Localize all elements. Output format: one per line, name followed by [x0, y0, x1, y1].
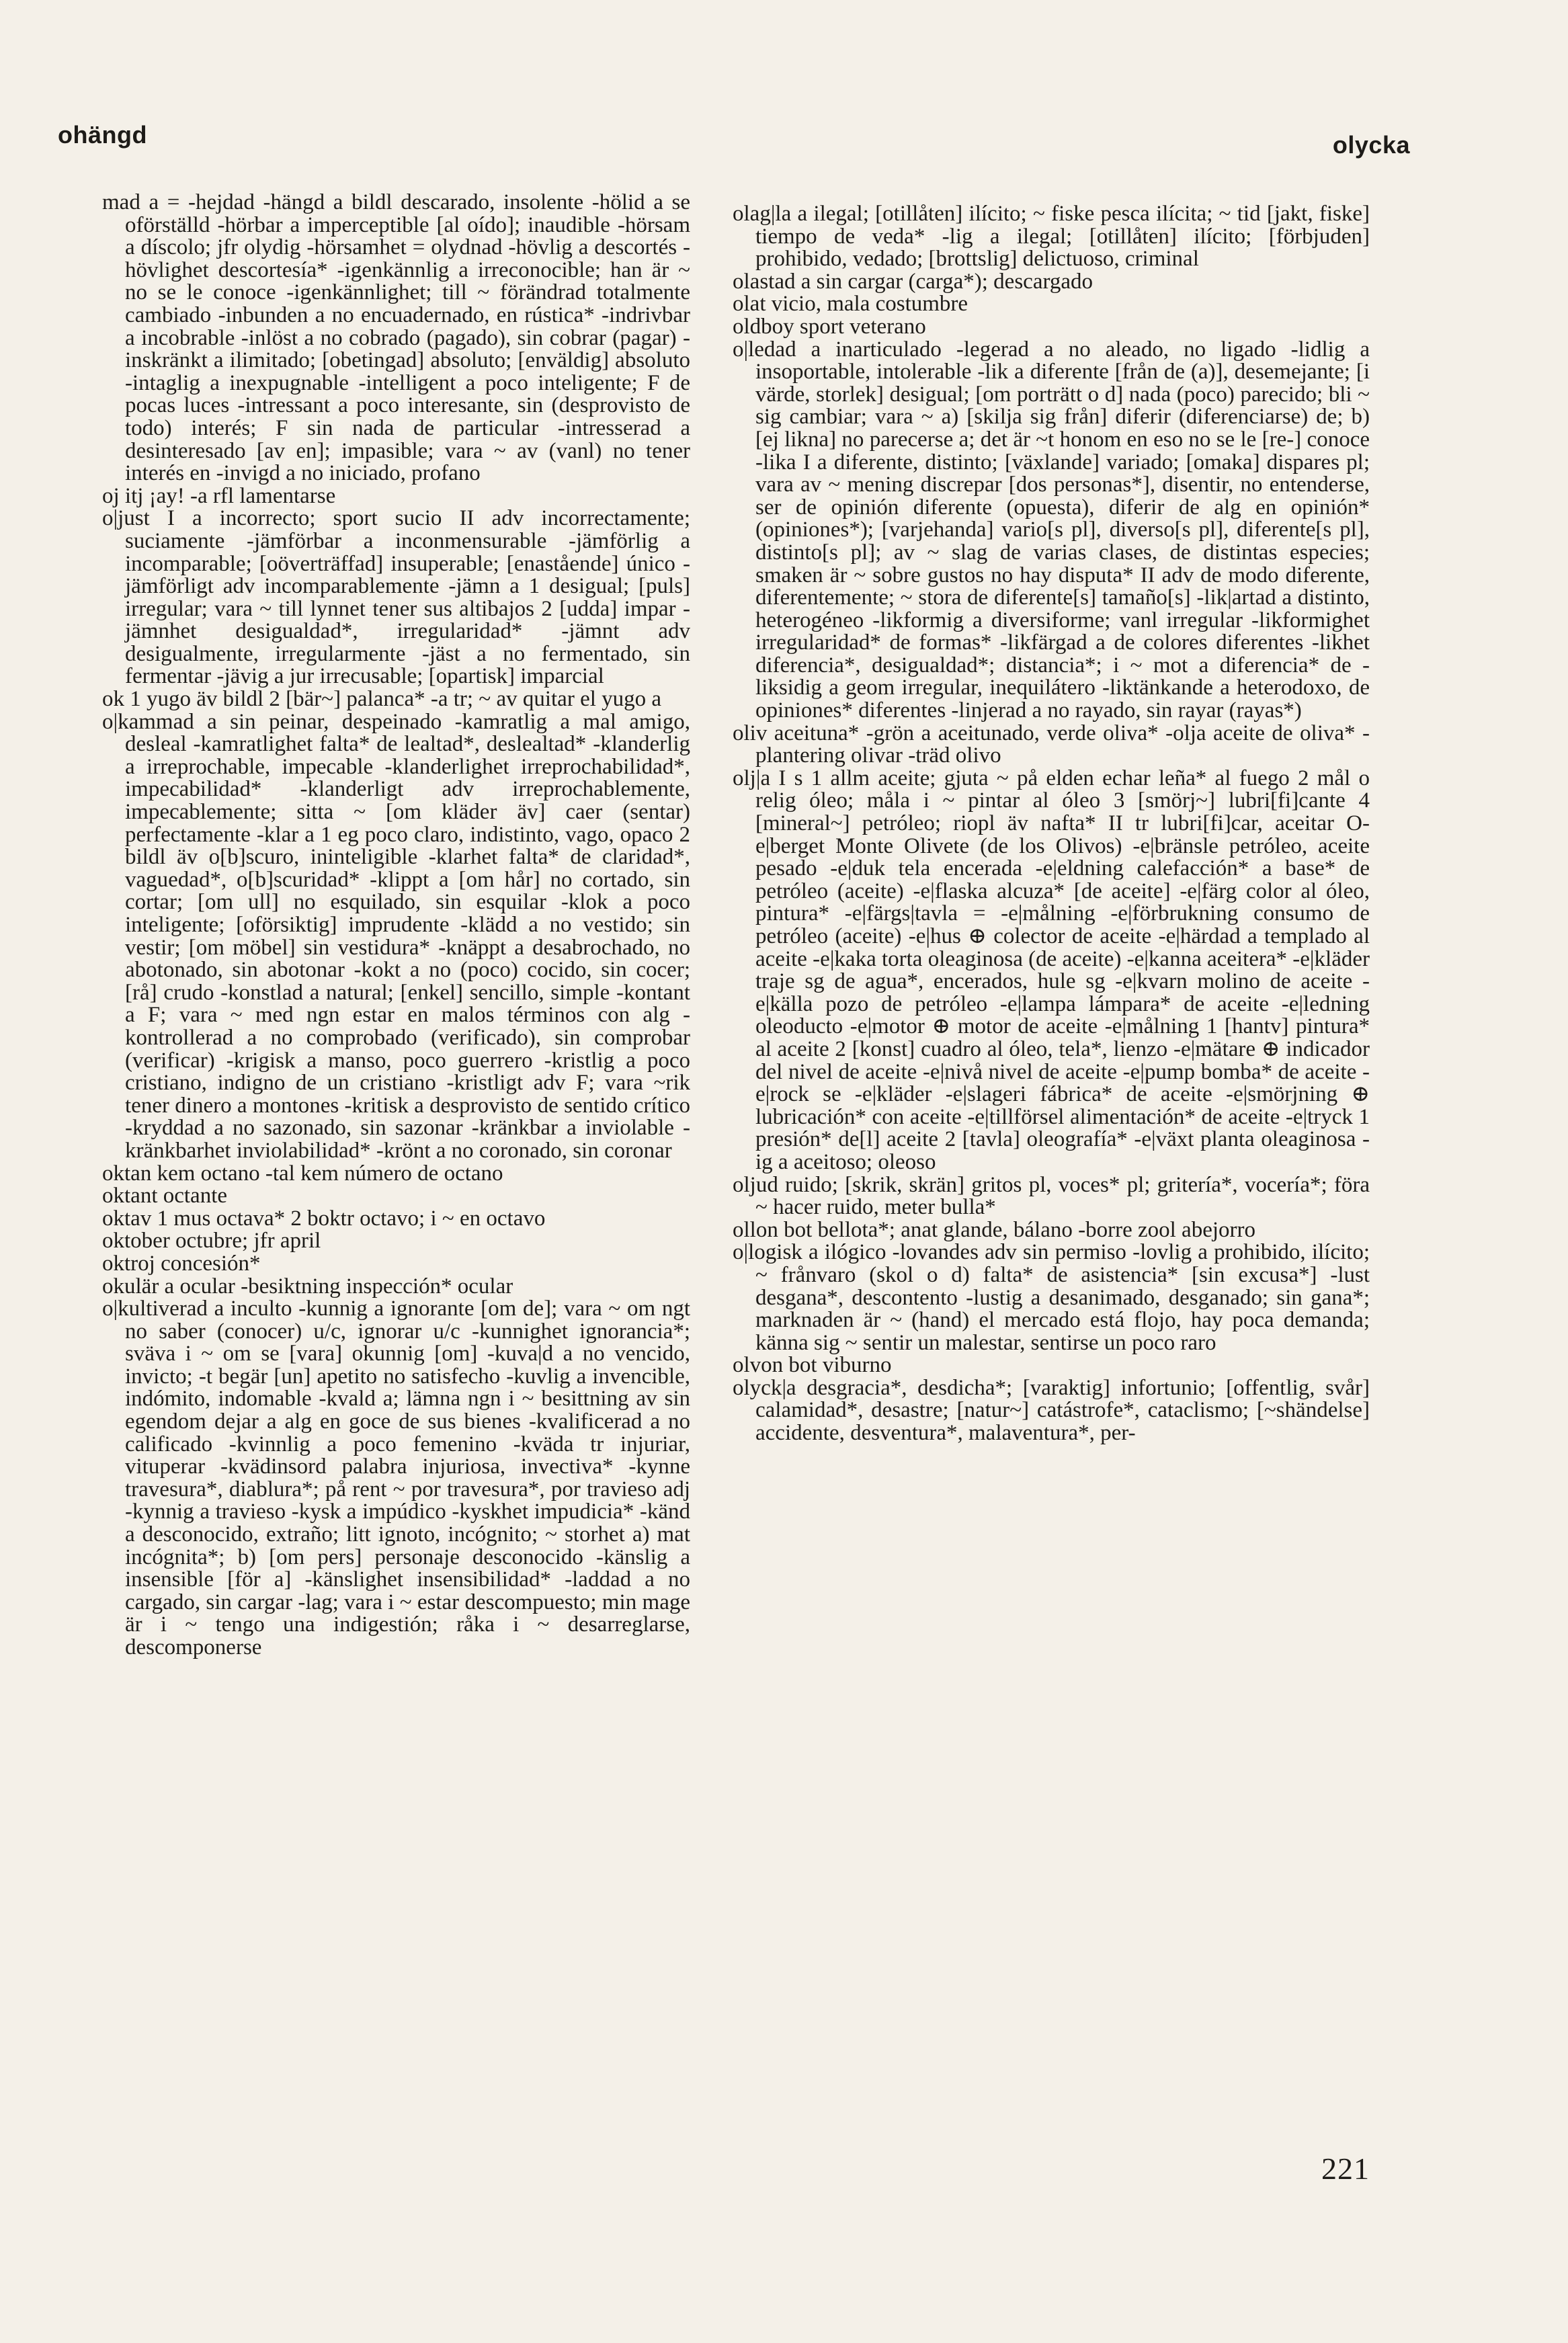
- dictionary-entry: o|ledad a inarticulado -legerad a no aleado, no ligado -lidlig a insoportable, intolerable -lik a diferente [från de (a)], desemejante; [i värde, storlek] desigual; [om porträtt o d] nada (poco) parecido; bli ~ sig cambiar; vara ~ a) [skilja sig från] diferir (diferenciarse) de; b) [ej likna] no parecerse a; det är ~t honom en eso no se le [re-] conoce -lika I a diferente, distinto; [växlande] variado; [omaka] dispares pl; vara av ~ mening discrepar [dos personas*], disentir, no entenderse, ser de opinión diferente (opuesta), diferir de alg en opinión* (opiniones*); [varjehanda] vario[s pl], diverso[s pl], diferente[s pl], distinto[s pl]; av ~ slag de varias clases, de distintas especies; smaken är ~ sobre gustos no hay disputa* II adv de modo diferente, diferentemente; ~ stora de diferente[s] tamaño[s] -lik|artad a distinto, heterogéneo -likformig a diversiforme; vanl irregular -likformighet irregularidad* de formas* -likfärgad a de colores diferentes -likhet diferencia*, desigualdad*; distancia*; i ~ mot a diferencia* de -liksidig a geom irregular, inequilátero -liktänkande a heterodoxo, de opiniones* diferentes -linjerad a no rayado, sin rayar (rayas*): [733, 337, 1370, 723]
- dictionary-entry: ok 1 yugo äv bildl 2 [bär~] palanca* -a tr; ~ av quitar el yugo a: [102, 687, 662, 712]
- dictionary-entry: ollon bot bellota*; anat glande, bálano -borre zool abejorro: [733, 1217, 1255, 1242]
- guide-word-left: ohängd: [58, 121, 147, 149]
- dictionary-entry: o|kammad a sin peinar, despeinado -kamratlig a mal amigo, desleal -kamratlighet falta* de lealtad*, deslealtad* -klanderlig a irreprochable, impecable -klanderlighet irreprochabilidad*, impecabilidad* -klanderligt adv irreprochablemente, impecablemente; sitta ~ [om kläder äv] caer (sentar) perfectamente -klar a 1 eg poco claro, indistinto, vago, opaco 2 bildl äv o[b]scuro, ininteligible -klarhet falta* de claridad*, vaguedad*, o[b]scuridad* -klippt a [om hår] no cortado, sin cortar; [om ull] no esquilado, sin esquilar -klok a poco inteligente; [oförsiktig] imprudente -klädd a no vestido; sin vestir; [om möbel] sin vestidura* -knäppt a desabrochado, no abotonado, sin abotonar -kokt a no (poco) cocido, sin cocer; [rå] crudo -konstlad a natural; [enkel] sencillo, simple -kontant a F; vara ~ med ngn estar en malos términos con alg -kontrollerad a no comprobado (verificado), sin comprobar (verificar) -krigisk a manso, poco guerrero -kristlig a poco cristiano, indigno de un cristiano -kristligt adv F; vara ~rik tener dinero a montones -kritisk a desprovisto de sentido crítico -kryddad a no sazonado, sin sazonar -kränkbar a inviolable -kränkbarhet inviolabilidad* -krönt a no coronado, sin coronar: [102, 709, 690, 1163]
- dictionary-entry: oj itj ¡ay! -a rfl lamentarse: [102, 483, 336, 508]
- dictionary-entry: olvon bot viburno: [733, 1353, 892, 1378]
- dictionary-entry: mad a = -hejdad -hängd a bildl descarado, insolente -hölid a se oförställd -hörbar a imperceptible [al oído]; inaudible -hörsam a díscolo; jfr olydig -hörsamhet = olydnad -hövlig a descortés -hövlighet descortesía* -igenkännlig a irreconocible; han är ~ no se le conoce -igenkännlighet; till ~ förändrad totalmente cambiado -inbunden a no encuadernado, en rústica* -indrivbar a incobrable -inlöst a no cobrado (pagado), sin cobrar (pagar) -inskränkt a ilimitado; [obetingad] absoluto; [enväldig] absoluto -intaglig a inexpugnable -intelligent a poco inteligente; F de pocas luces -intressant a poco interesante, sin (desprovisto de todo) interés; F sin nada de particular -intresserad a desinteresado [av en]; impasible; vara ~ av (vanl) no tener interés en -invigd a no iniciado, profano: [102, 190, 690, 486]
- dictionary-entry: olastad a sin cargar (carga*); descargado: [733, 269, 1094, 294]
- page-number: 221: [1321, 2151, 1370, 2186]
- dictionary-entry: oktav 1 mus octava* 2 boktr octavo; i ~ en octavo: [102, 1206, 546, 1231]
- dictionary-entry: oktant octante: [102, 1184, 228, 1208]
- dictionary-entry: olat vicio, mala costumbre: [733, 292, 968, 317]
- dictionary-entry: okulär a ocular -besiktning inspección* ocular: [102, 1274, 513, 1299]
- dictionary-entry: olyck|a desgracia*, desdicha*; [varaktig] infortunio; [offentlig, svår] calamidad*, desastre; [natur~] catástrofe*, cataclismo; [~shändelse] accidente, desventura*, malaventura*, per-: [733, 1375, 1370, 1446]
- dictionary-entry: o|just I a incorrecto; sport sucio II adv incorrectamente; suciamente -jämförbar a inconmensurable -jämförlig a incomparable; [oöverträffad] insuperable; [enastående] único -jämförligt adv incomparablemente -jämn a 1 desigual; [puls] irregular; vara ~ till lynnet tener sus altibajos 2 [udda] impar -jämnhet desigualdad*, irregularidad* -jämnt adv desigualmente, irregularmente -jäst a no fermentado, sin fermentar -jävig a jur irrecusable; [opartisk] imparcial: [102, 506, 690, 689]
- dictionary-entry: oktan kem octano -tal kem número de octano: [102, 1161, 503, 1186]
- dictionary-entry: oljud ruido; [skrik, skrän] gritos pl, voces* pl; gritería*, vocería*; föra ~ hacer ruido, meter bulla*: [733, 1172, 1370, 1220]
- dictionary-entry: oktober octubre; jfr april: [102, 1229, 321, 1253]
- dictionary-entry: olag|la a ilegal; [otillåten] ilícito; ~ fiske pesca ilícita; ~ tid [jakt, fiske] tiempo de veda* -lig a ilegal; [otillåten] ilícito; [förbjuden] prohibido, vedado; [brottslig] delictuoso, criminal: [733, 202, 1370, 272]
- dictionary-entry: olj|a I s 1 allm aceite; gjuta ~ på elden echar leña* al fuego 2 mål o relig óleo; måla i ~ pintar al óleo 3 [smörj~] lubri[fi]cante 4 [mineral~] petróleo; riopl äv nafta* II tr lubri[fi]car, aceitar O-e|berget Monte Olivete (de los Olivos) -e|bränsle petróleo, aceite pesado -e|duk tela encerada -e|eldning calefacción* a base* de petróleo (aceite) -e|flaska alcuza* [de aceite] -e|färg color al óleo, pintura* -e|färgs|tavla = -e|målning -e|förbrukning consumo de petróleo (aceite) -e|hus ⊕ colector de aceite -e|härdad a templado al aceite -e|kaka torta oleaginosa (de aceite) -e|kanna aceitera* -e|kläder traje sg de agua*, encerados, hule sg -e|kvarn molino de aceite -e|källa pozo de petróleo -e|lampa lámpara* de aceite -e|ledning oleoducto -e|motor ⊕ motor de aceite -e|målning 1 [hantv] pintura* al aceite 2 [konst] cuadro al óleo, tela*, lienzo -e|mätare ⊕ indicador del nivel de aceite -e|nivå nivel de aceite -e|pump bomba* de aceite -e|rock se -e|kläder -e|slageri fábrica* de aceite -e|smörjning ⊕ lubricación* con aceite -e|tillförsel alimentación* de aceite -e|tryck 1 presión* de[l] aceite 2 [tavla] oleografía* -e|växt planta oleaginosa -ig a aceitoso; oleoso: [733, 766, 1370, 1174]
- dictionary-entry: o|logisk a ilógico -lovandes adv sin permiso -lovlig a prohibido, ilícito; ~ frånvaro (skol o d) falta* de asistencia* [sin excusa*] -lust desgana*, descontento -lustig a desanimado, desganado; sin gana*; marknaden är ~ (hand) el mercado está flojo, hay poca demanda; känna sig ~ sentir un malestar, sentirse un poco raro: [733, 1240, 1370, 1355]
- left-column: [102, 192, 690, 1659]
- guide-word-right: olycka: [1332, 131, 1410, 159]
- dictionary-entry: o|kultiverad a inculto -kunnig a ignorante [om de]; vara ~ om ngt no saber (conocer) u/c, ignorar u/c -kunnighet ignorancia*; sväva i ~ om se [vara] okunnig [om] -kuva|d a no vencido, invicto; -t begär [un] apetito no satisfecho -kuvlig a invencible, indómito, indomable -kvald a; lämna ngn i ~ besittning av sin egendom dejar a alg en goce de sus bienes -kvalificerad a no calificado -kvinnlig a poco femenino -kväda tr injuriar, vituperar -kvädinsord palabra injuriosa, invectiva* -kynne travesura*, diablura*; på rent ~ por travesura*, por travieso adj -kynnig a travieso -kysk a impúdico -kyskhet impudicia* -känd a desconocido, extraño; litt ignoto, incógnito; ~ storhet a) mat incógnita*; b) [om pers] personaje desconocido -känslig a insensible [för a] -känslighet insensibilidad* -laddad a no cargado, sin cargar -lag; vara i ~ estar descompuesto; min mage är i ~ tengo una indigestión; råka i ~ desarreglarse, descomponerse: [102, 1297, 690, 1659]
- right-column: [733, 203, 1370, 1445]
- dictionary-entry: oldboy sport veterano: [733, 314, 926, 339]
- dictionary-entry: oktroj concesión*: [102, 1251, 261, 1276]
- dictionary-entry: oliv aceituna* -grön a aceitunado, verde oliva* -olja aceite de oliva* -plantering olivar -träd olivo: [733, 721, 1370, 768]
